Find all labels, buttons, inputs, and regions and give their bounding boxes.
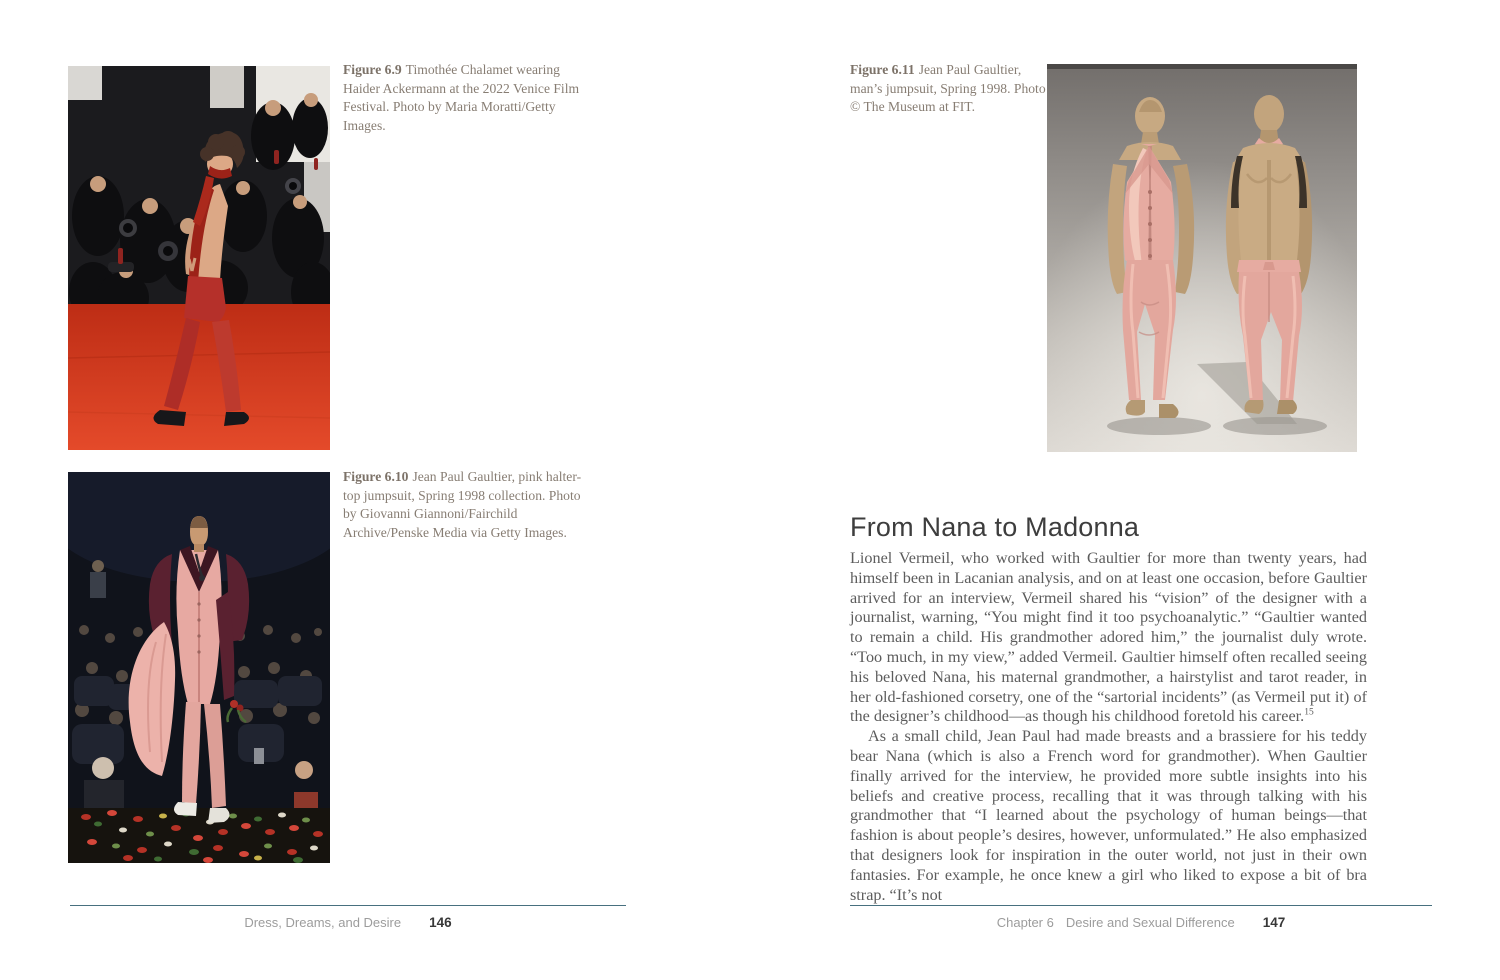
paragraph-1: Lionel Vermeil, who worked with Gaultier for more than twenty years, had himself been in Lacanian analysis, and on at least one occasion, before Gaultier arrived for an interview, Vermeil shared his “vision” of the designer with a journalist, warning, “You might find it too psychoanalytic.” “Gaultier wanted to remain a child. His grandmother adored him,” the journalist duly wrote. “Too much, in my view,” added Vermeil. Gaultier himself often recalled seeing his beloved Nana, his maternal grandmother, a hairstylist and tarot reader, in her old-fashioned corsetry, one of the “sartorial incidents” (as Vermeil put it) of the designer’s childhood—as though his childhood foretold his career.$^{15}$ xyxy=(850,549,1367,726)
figure-6-11-caption xyxy=(850,61,1050,117)
running-book-title: Dress, Dreams, and Desire xyxy=(244,915,402,931)
footnote-reference-15: 15 xyxy=(1304,707,1314,718)
page-number-147: 147 xyxy=(1262,915,1286,931)
red-carpet-photo-illustration xyxy=(68,66,330,450)
runway-photo-illustration xyxy=(68,472,330,863)
figure-6-11-photo xyxy=(1047,64,1357,452)
right-page-footer xyxy=(850,905,1432,930)
figure-6-11-label: Figure 6.11 xyxy=(850,62,915,77)
body-text-column xyxy=(850,549,1367,905)
mannequins-photo-illustration xyxy=(1047,64,1357,452)
section-heading: From Nana to Madonna xyxy=(850,512,1140,542)
figure-6-9-label: Figure 6.9 xyxy=(343,62,402,77)
figure-6-10-photo xyxy=(68,472,330,863)
figure-6-9-photo xyxy=(68,66,330,450)
paragraph-2: As a small child, Jean Paul had made breasts and a brassiere for his teddy bear Nana (which is also a French word for grandmother). When Gaultier finally arrived for the interview, he provided more subtle insights into his beliefs and creative process, recalling that it was through talking with his grandmother that “I learned about the psychology of human beings—that fashion is about people’s desires, however, unformulated.” He also emphasized that designers look for inspiration in the outer world, not just in their own fantasies. For example, he once knew a girl who liked to expose a bit of bra strap. “It’s not xyxy=(850,727,1367,904)
figure-6-9-caption xyxy=(343,61,595,135)
running-chapter-label: Chapter 6 xyxy=(996,915,1054,931)
figure-6-11-caption-text: Jean Paul Gaultier, man’s jumpsuit, Spring 1998. Photo © The Museum at FIT. xyxy=(850,62,1046,115)
figure-6-9-caption-text: Timothée Chalamet wearing Haider Ackermann at the 2022 Venice Film Festival. Photo by Maria Moratti/Getty Images. xyxy=(343,62,580,133)
figure-6-10-caption-text: Jean Paul Gaultier, pink halter-top jumpsuit, Spring 1998 collection. Photo by Giovanni Giannoni/Fairchild Archive/Penske Media via Getty Images. xyxy=(343,469,582,540)
figure-6-10-caption xyxy=(343,468,595,542)
figure-6-10-label: Figure 6.10 xyxy=(343,469,409,484)
running-chapter-title: Desire and Sexual Difference xyxy=(1065,915,1235,931)
left-page-footer xyxy=(70,905,626,930)
page-number-146: 146 xyxy=(429,915,452,931)
footer-rule-left xyxy=(70,905,626,906)
footer-rule-right xyxy=(850,905,1432,906)
